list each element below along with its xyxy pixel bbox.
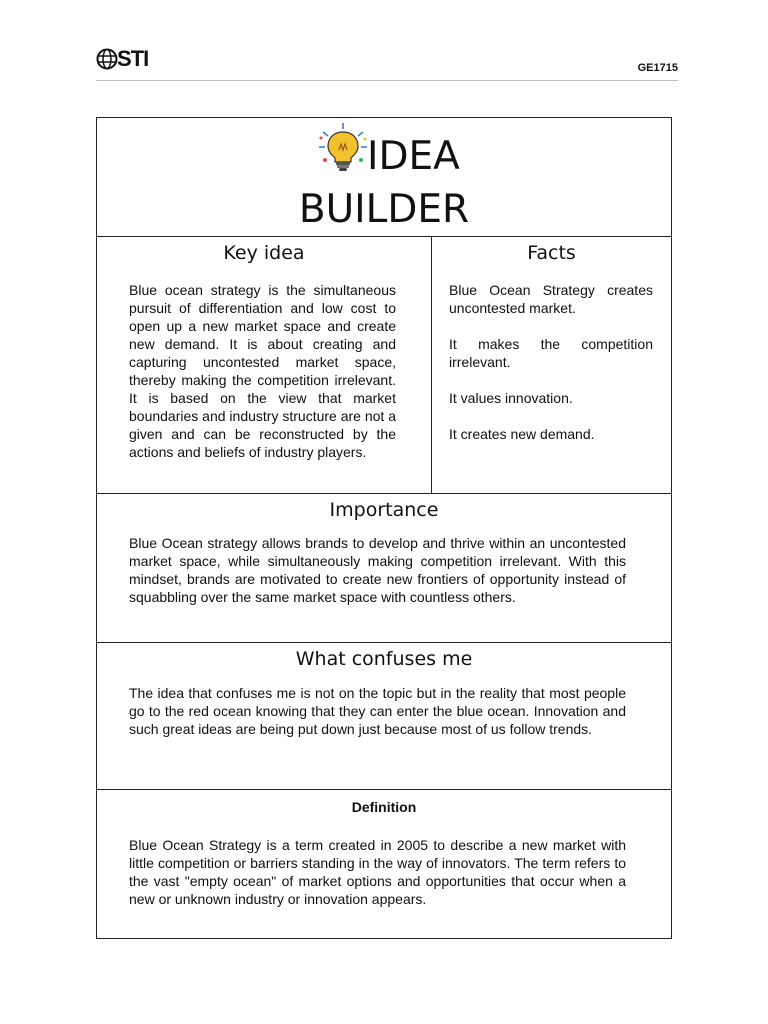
- importance-text: Blue Ocean strategy allows brands to develop and thrive within an uncontested market space, while simultaneously making competition irrelevant. With this mindset, brands are motivated to create new frontiers of opportunity instead of squabbling over the same market space with countless others.: [129, 535, 626, 605]
- key-idea-text: Blue ocean strategy is the simultaneous pursuit of differentiation and low cost to open up a new market space and create new demand. It is about creating and capturing uncontested market space, thereby making the competition irrelevant. It is based on the view that market boundaries and industry structure are not a given and can be reconstructed by the actions and beliefs of industry players.: [129, 282, 396, 460]
- facts-cell: [432, 237, 671, 493]
- title-section: [97, 118, 671, 237]
- facts-list: [449, 281, 653, 443]
- document-code: GE1715: [637, 62, 678, 74]
- fact-item: It creates new demand.: [449, 426, 595, 442]
- importance-heading: Importance: [329, 499, 439, 521]
- sti-logo: [96, 46, 148, 72]
- idea-builder-sheet: [96, 117, 672, 939]
- logo-text: STI: [117, 46, 149, 71]
- facts-heading: Facts: [527, 242, 576, 264]
- globe-icon: [96, 48, 118, 70]
- fact-item: It values innovation.: [449, 390, 573, 406]
- confuses-heading: What confuses me: [295, 648, 473, 670]
- definition-heading: Definition: [351, 799, 417, 815]
- lightbulb-icon: [315, 120, 371, 176]
- fact-item: It makes the competition irrelevant.: [449, 336, 653, 370]
- key-idea-facts-section: [97, 237, 671, 494]
- importance-section: [97, 494, 671, 643]
- confuses-text: The idea that confuses me is not on the topic but in the reality that most people go to the red ocean knowing that they can enter the blue ocean. Innovation and such great ideas are being put down just because most of us follow trends.: [129, 685, 626, 737]
- header-divider: [96, 80, 678, 81]
- confuses-section: [97, 643, 671, 790]
- definition-text: Blue Ocean Strategy is a term created in 2005 to describe a new market with little competition or barriers standing in the way of innovators. The term refers to the vast "empty ocean" of market options and opportunities that occur when a new or unknown industry or innovation appears.: [129, 837, 626, 907]
- key-idea-heading: Key idea: [223, 242, 305, 264]
- title-line-2: BUILDER: [298, 187, 470, 232]
- key-idea-cell: [97, 237, 432, 493]
- title-line-1: IDEA: [367, 134, 460, 179]
- definition-section: [97, 790, 671, 938]
- fact-item: Blue Ocean Strategy creates uncontested market.: [449, 282, 653, 316]
- page-header: [96, 42, 678, 82]
